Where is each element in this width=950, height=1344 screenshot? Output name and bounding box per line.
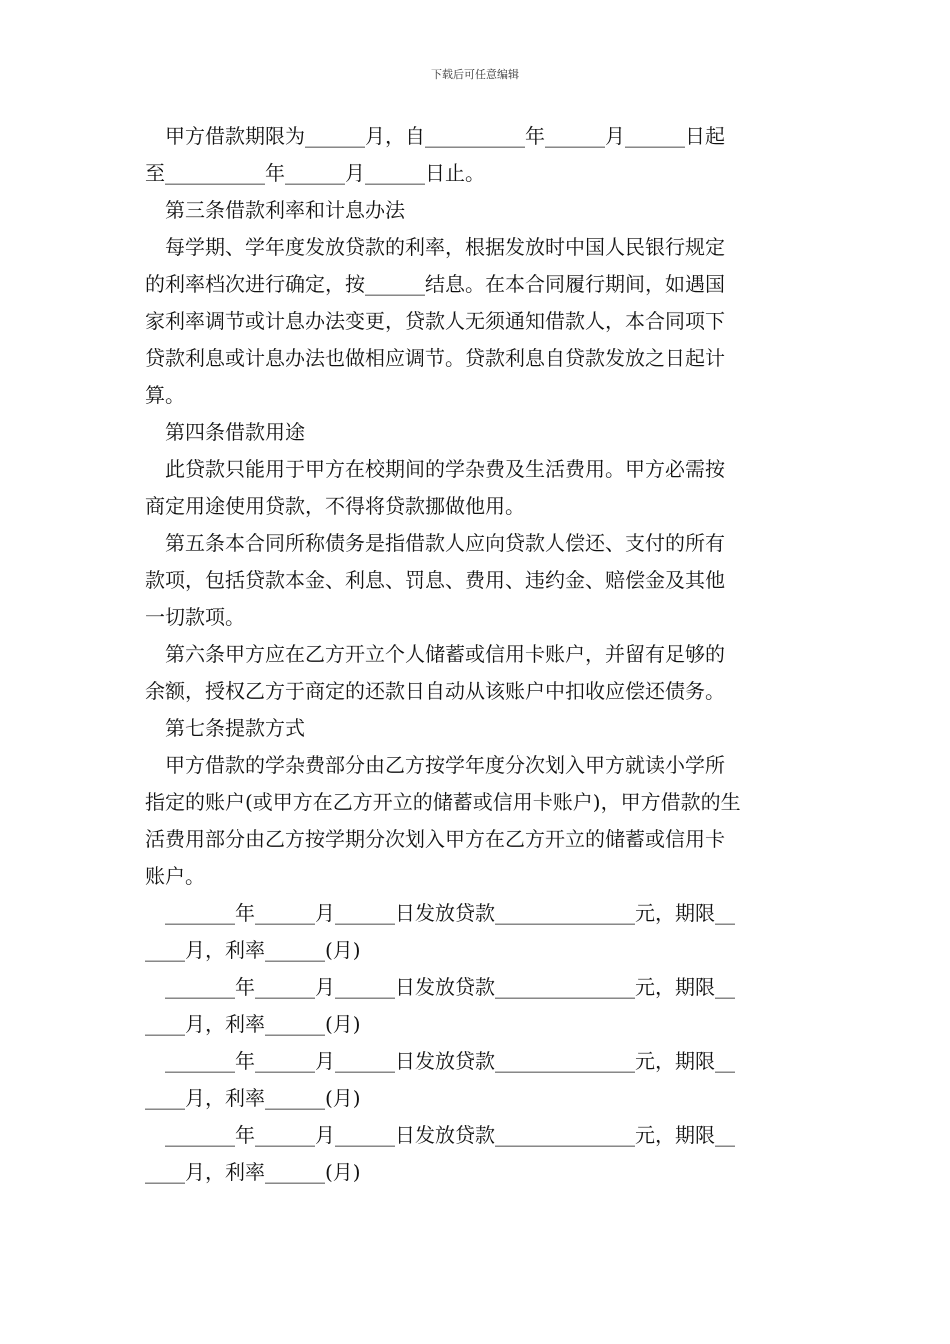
article-4-text-line-1: 此贷款只能用于甲方在校期间的学杂费及生活费用。甲方必需按	[165, 457, 725, 481]
article-3-text-line-3: 家利率调节或计息办法变更，贷款人无须通知借款人，本合同项下	[145, 309, 725, 333]
article-3-text-line-5: 算。	[145, 383, 185, 407]
article-4-text-line-2: 商定用途使用贷款，不得将贷款挪做他用。	[145, 494, 525, 518]
article-6-line-1: 第六条甲方应在乙方开立个人储蓄或信用卡账户，并留有足够的	[165, 642, 725, 666]
article-3-heading: 第三条借款利率和计息办法	[165, 198, 405, 222]
disbursement-3-line-1: _______年______月______日发放贷款______________元，期限__	[165, 1049, 735, 1073]
disbursement-2-line-2: ____月，利率______(月)	[145, 1012, 361, 1036]
article-5-line-2: 款项，包括贷款本金、利息、罚息、费用、违约金、赔偿金及其他	[145, 568, 725, 592]
article-7-text-line-1: 甲方借款的学杂费部分由乙方按学年度分次划入甲方就读小学所	[165, 753, 725, 777]
disbursement-1-line-2: ____月，利率______(月)	[145, 938, 361, 962]
article-4-heading: 第四条借款用途	[165, 420, 305, 444]
disbursement-3-line-2: ____月，利率______(月)	[145, 1086, 361, 1110]
disbursement-4-line-2: ____月，利率______(月)	[145, 1160, 361, 1184]
article-7-text-line-4: 账户。	[145, 864, 205, 888]
document-body	[145, 118, 807, 1191]
disbursement-4-line-1: _______年______月______日发放贷款______________元，期限__	[165, 1123, 735, 1147]
page-header: 下载后可任意编辑	[431, 68, 519, 81]
disbursement-2-line-1: _______年______月______日发放贷款______________元，期限__	[165, 975, 735, 999]
article-5-line-3: 一切款项。	[145, 605, 245, 629]
article-7-heading: 第七条提款方式	[165, 716, 305, 740]
article-5-line-1: 第五条本合同所称债务是指借款人应向贷款人偿还、支付的所有	[165, 531, 725, 555]
disbursement-1-line-1: _______年______月______日发放贷款______________元，期限__	[165, 901, 735, 925]
article-3-text-line-4: 贷款利息或计息办法也做相应调节。贷款利息自贷款发放之日起计	[145, 346, 725, 370]
article-7-text-line-2: 指定的账户(或甲方在乙方开立的储蓄或信用卡账户)，甲方借款的生	[145, 790, 741, 814]
article-7-text-line-3: 活费用部分由乙方按学期分次划入甲方在乙方开立的储蓄或信用卡	[145, 827, 725, 851]
loan-term-line-1: 甲方借款期限为______月，自__________年______月______日起	[165, 124, 725, 148]
article-3-text-line-2: 的利率档次进行确定，按______结息。在本合同履行期间，如遇国	[145, 272, 725, 296]
article-6-line-2: 余额，授权乙方于商定的还款日自动从该账户中扣收应偿还债务。	[145, 679, 725, 703]
article-3-text-line-1: 每学期、学年度发放贷款的利率，根据发放时中国人民银行规定	[165, 235, 725, 259]
loan-term-line-2: 至__________年______月______日止。	[145, 161, 485, 185]
